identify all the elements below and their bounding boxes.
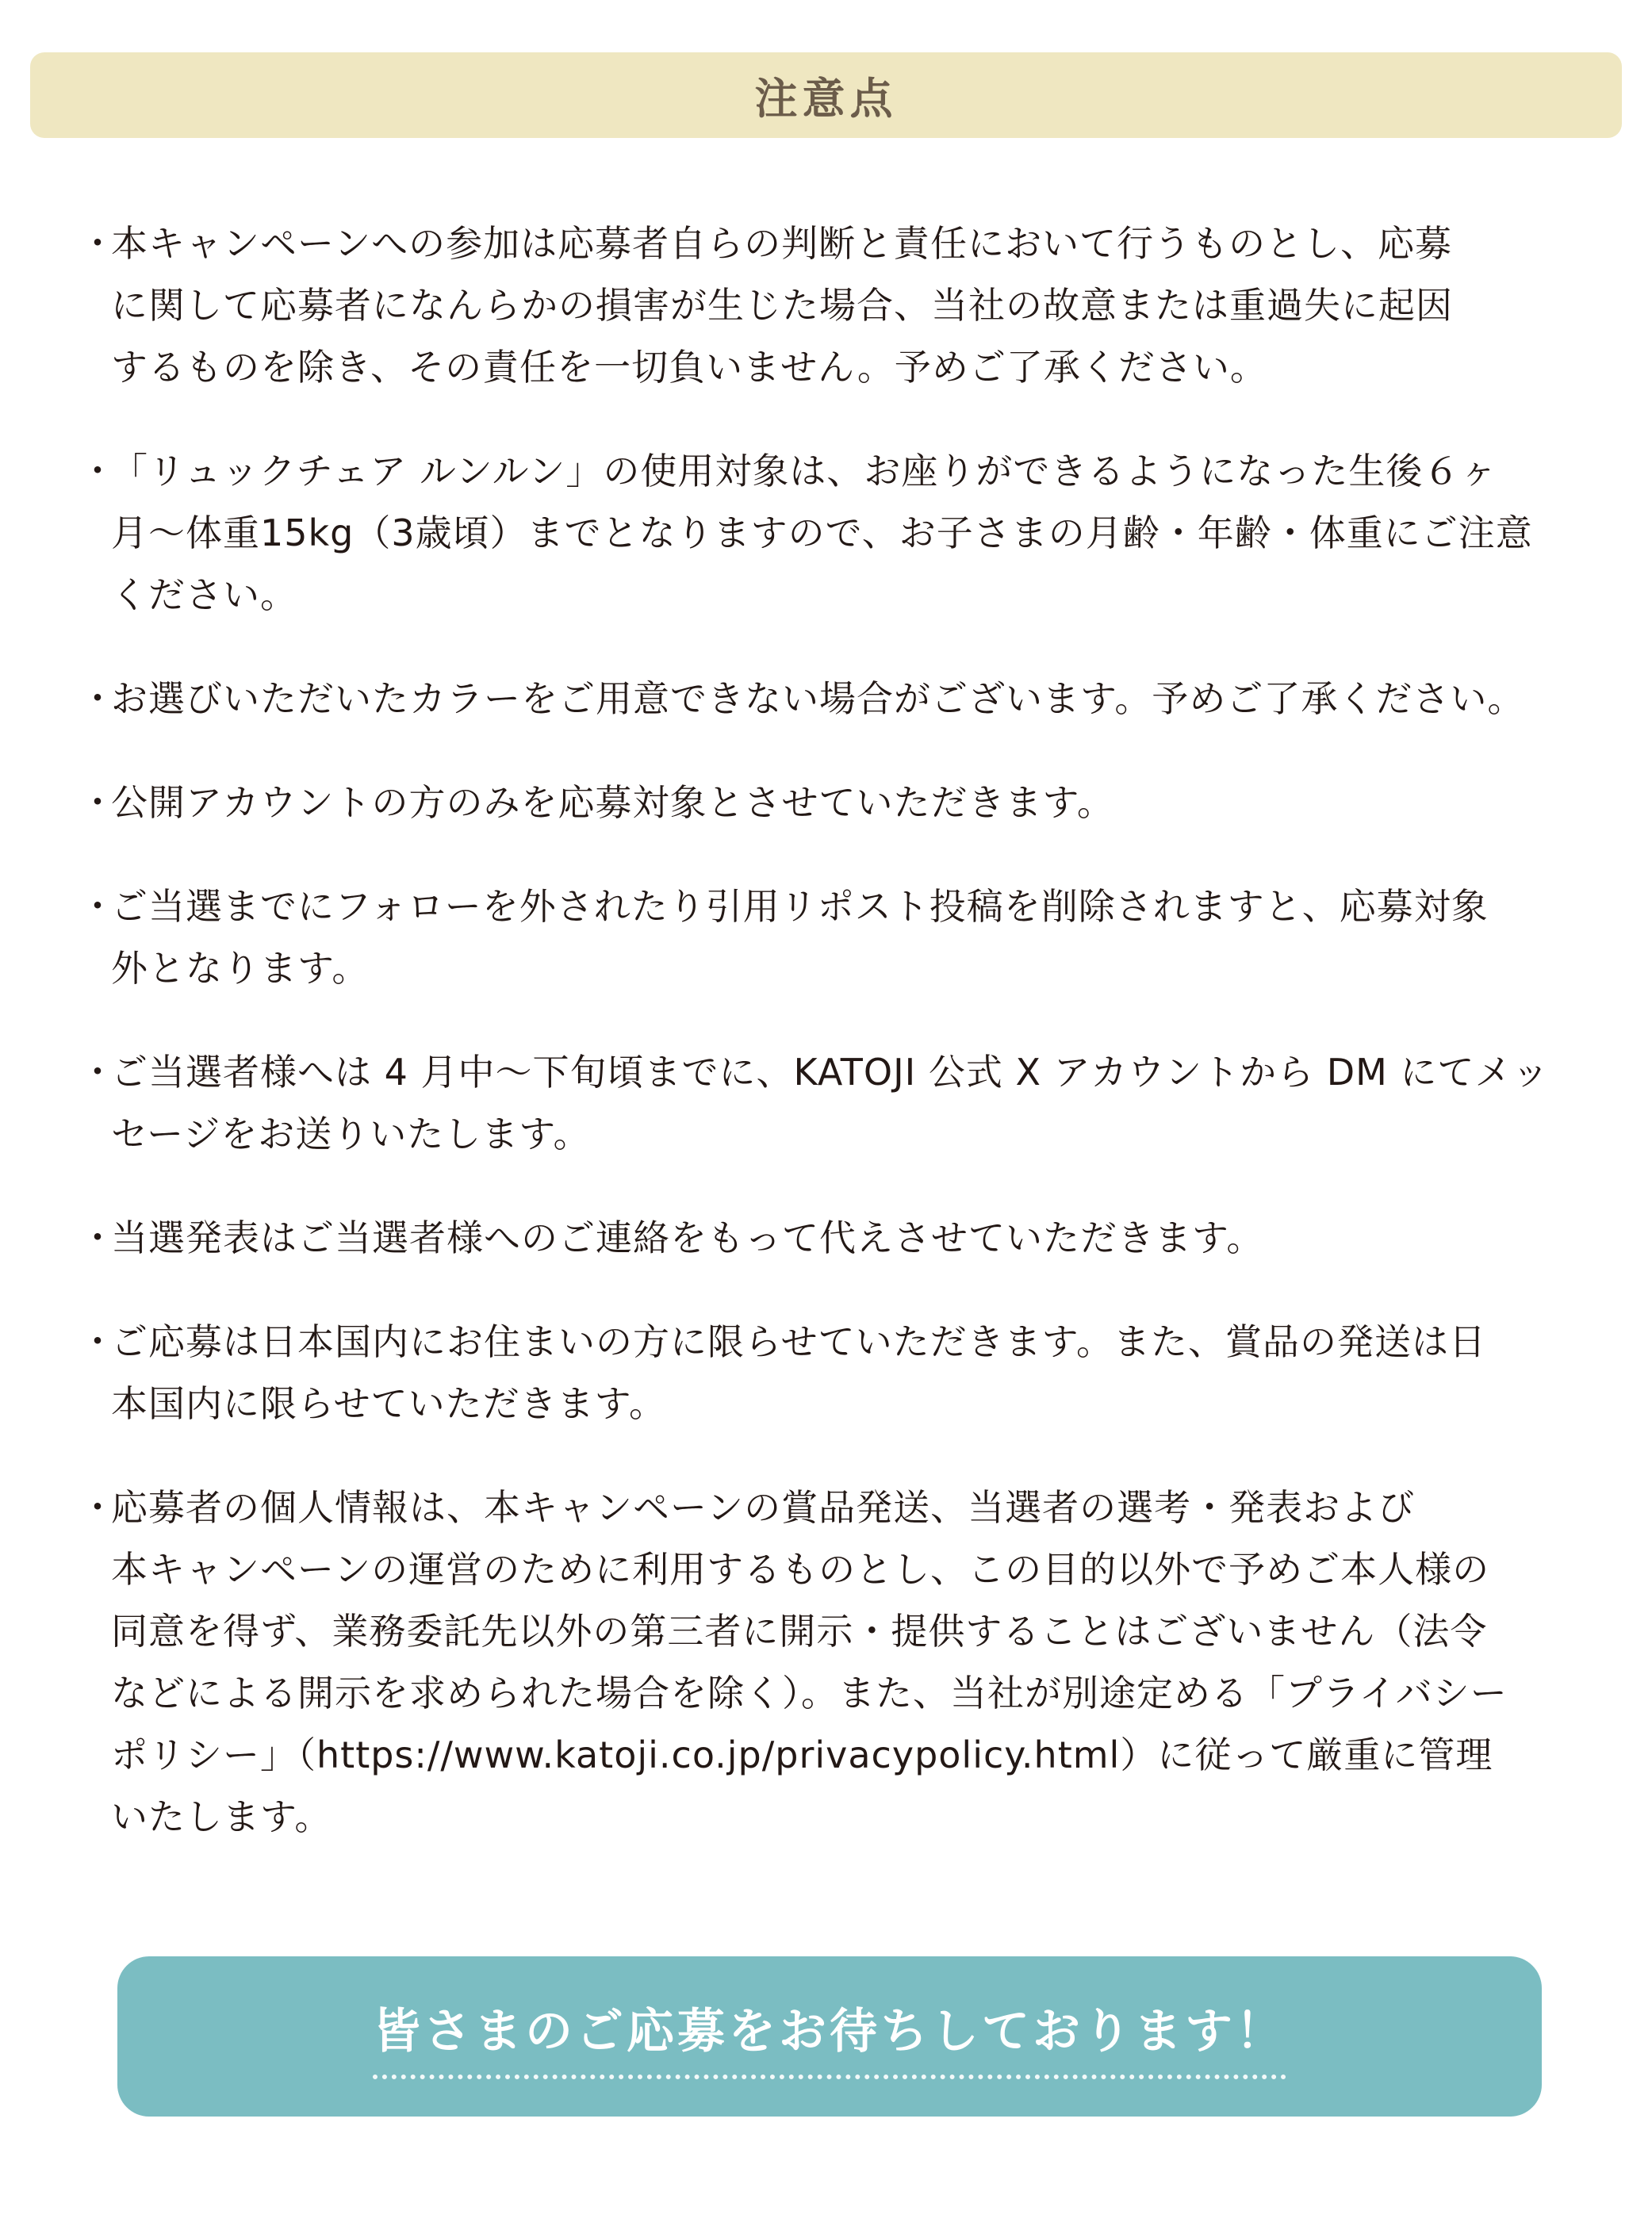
note-text: お選びいただいたカラーをご用意できない場合がございます。予めご了承ください。 bbox=[111, 677, 1525, 720]
note-text: 公開アカウントの方のみを応募対象とさせていただきます。 bbox=[111, 781, 1114, 824]
list-item bbox=[79, 668, 1618, 730]
note-text: 「リュックチェア ルンルン」の使用対象は、お座りができるようになった生後６ヶ 月〜体重15kg（3歳頃）までとなりますので、お子さまの月齢・年齢・体重にご注意 ください。 bbox=[111, 450, 1533, 616]
bullet: ・ bbox=[79, 885, 117, 928]
list-item bbox=[79, 875, 1618, 999]
note-text: ご応募は日本国内にお住まいの方に限らせていただきます。また、賞品の発送は日 本国内に限らせていただきます。 bbox=[111, 1320, 1486, 1425]
note-text: 当選発表はご当選者様へのご連絡をもって代えさせていただきます。 bbox=[111, 1216, 1264, 1259]
notice-header bbox=[30, 52, 1622, 138]
list-item bbox=[79, 1207, 1618, 1269]
bullet: ・ bbox=[79, 1051, 117, 1094]
list-item bbox=[79, 213, 1618, 398]
notice-list bbox=[79, 213, 1618, 1890]
bullet: ・ bbox=[79, 450, 117, 492]
cta-banner bbox=[117, 1956, 1542, 2117]
list-item bbox=[79, 1311, 1618, 1435]
note-text: 応募者の個人情報は、本キャンペーンの賞品発送、当選者の選考・発表および 本キャンペーンの運営のために利用するものとし、この目的以外で予めご本人様の 同意を得ず、業務委託先以外の第三者に開示・提供することはございません（法令 などによる開示を求められた場合を除く）。また、当社が別途定める「プライバシー ポリシー」（https://www.katoji.co.jp/privacypolicy.html）に従って厳重に管理 いたします。 bbox=[111, 1486, 1508, 1838]
page-title: 注意点 bbox=[754, 73, 898, 124]
note-text: ご当選までにフォローを外されたり引用リポスト投稿を削除されますと、応募対象 外となります。 bbox=[111, 885, 1489, 990]
cta-message: 皆さまのご応募をお待ちしております！ bbox=[373, 1994, 1286, 2079]
note-text: 本キャンペーンへの参加は応募者自らの判断と責任において行うものとし、応募 に関して応募者になんらかの損害が生じた場合、当社の故意または重過失に起因 するものを除き、その責任を一切負いません。予めご了承ください。 bbox=[111, 222, 1453, 389]
bullet: ・ bbox=[79, 222, 117, 265]
bullet: ・ bbox=[79, 781, 117, 824]
bullet: ・ bbox=[79, 1320, 117, 1363]
note-text: ご当選者様へは 4 月中〜下旬頃までに、KATOJI 公式 X アカウントから DM にてメッ セージをお送りいたします。 bbox=[111, 1051, 1550, 1155]
bullet: ・ bbox=[79, 1216, 117, 1259]
list-item bbox=[79, 1477, 1618, 1848]
list-item bbox=[79, 772, 1618, 833]
list-item bbox=[79, 440, 1618, 626]
bullet: ・ bbox=[79, 677, 117, 720]
bullet: ・ bbox=[79, 1486, 117, 1529]
list-item bbox=[79, 1041, 1618, 1165]
